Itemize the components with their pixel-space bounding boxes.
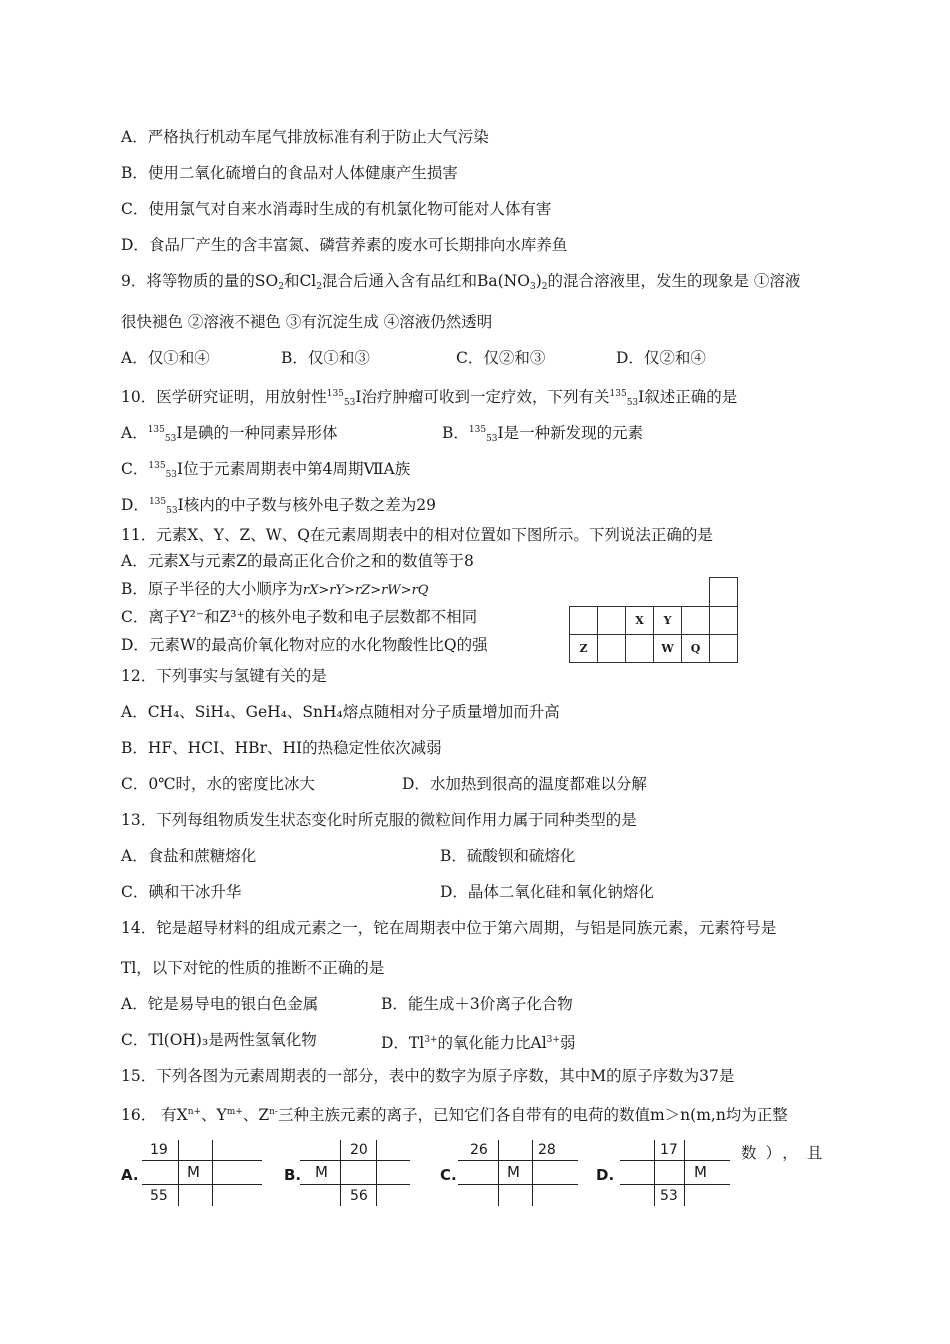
q9-option-a: A．仅①和④ <box>121 349 210 367</box>
atomic-number-bottom: 53 <box>660 1188 678 1204</box>
q14-stem-line2: Tl，以下对铊的性质的推断不正确的是 <box>121 959 385 977</box>
grid-line <box>142 1184 262 1185</box>
grid-line <box>212 1140 213 1206</box>
q14-stem: 14．铊是超导材料的组成元素之一，铊在周期表中位于第六周期，与铝是同族元素，元素符号是 <box>121 919 777 937</box>
grid-cell <box>569 606 598 635</box>
q9-option-b: B．仅①和③ <box>281 349 370 367</box>
q10-stem-part: I叙述正确的是 <box>638 388 738 406</box>
option-text: I核内的中子数与核外电子数之差为29 <box>177 496 436 514</box>
charge: n- <box>269 1107 278 1117</box>
option-text: 的氧化能力比Al <box>437 1034 547 1052</box>
q8-option-c: C．使用氯气对自来水消毒时生成的有机氯化物可能对人体有害 <box>121 200 552 218</box>
q12-option-b: B．HF、HCI、HBr、HI的热稳定性依次减弱 <box>121 739 442 757</box>
subscript: 2 <box>316 282 322 292</box>
element-m: M <box>315 1163 328 1181</box>
element-w: W <box>661 642 674 655</box>
mass-number: 135 <box>147 425 165 435</box>
grid-line <box>458 1184 578 1185</box>
option-text: 弱 <box>559 1034 576 1052</box>
grid-cell <box>681 606 710 635</box>
atomic-number: 53 <box>166 506 178 516</box>
q13-option-b: B．硫酸钡和硫熔化 <box>440 847 576 865</box>
grid-line <box>300 1184 410 1185</box>
q16-stem-part: 、Z <box>242 1106 270 1124</box>
grid-cell-w <box>653 634 682 663</box>
grid-line <box>376 1140 377 1206</box>
q13-option-c: C．碘和干冰升华 <box>121 883 242 901</box>
mass-number: 135 <box>326 389 344 399</box>
q10-option-a <box>121 420 337 449</box>
q15-option-b-grid <box>300 1140 420 1206</box>
q10-option-b <box>442 420 643 449</box>
option-text: D．Tl <box>381 1034 425 1052</box>
q14-option-d <box>381 1030 575 1053</box>
charge: m+ <box>226 1107 243 1117</box>
q8-option-b: B．使用二氧化硫增白的食品对人体健康产生损害 <box>121 164 458 182</box>
element-q: Q <box>690 642 701 655</box>
q16-continuation: 数），且 <box>741 1144 832 1162</box>
atomic-number-top-left: 26 <box>470 1142 488 1158</box>
q16-stem-part: 、Y <box>201 1106 227 1124</box>
q12-option-c: C．0℃时，水的密度比冰大 <box>121 775 316 793</box>
q9-stem-part: ) <box>535 272 542 290</box>
q16-stem-part: 16． 有X <box>121 1106 188 1124</box>
mass-number: 135 <box>148 497 167 507</box>
grid-cell-z <box>569 634 598 663</box>
q10-stem-part: 10．医学研究证明，用放射性 <box>121 388 327 406</box>
grid-line <box>340 1140 341 1206</box>
grid-cell-q <box>681 634 710 663</box>
option-prefix: A． <box>121 424 148 442</box>
element-m: M <box>507 1163 520 1181</box>
grid-cell <box>597 606 626 635</box>
element-y: Y <box>663 614 672 627</box>
q16-stem-part: 三种主族元素的离子，已知它们各自带有的电荷的数值m＞n(m,n均为正整 <box>277 1106 788 1124</box>
element-m: M <box>694 1163 707 1181</box>
q9-option-d: D．仅②和④ <box>616 349 706 367</box>
q15-option-c-grid <box>458 1140 578 1206</box>
q10-stem <box>121 384 737 413</box>
q9-stem-part: 9．将等物质的量的SO <box>121 272 279 290</box>
q15-stem: 15．下列各图为元素周期表的一部分，表中的数字为原子序数，其中M的原子序数为37是 <box>121 1067 735 1085</box>
option-prefix: D． <box>121 496 149 514</box>
q13-stem: 13．下列每组物质发生状态变化时所克服的微粒间作用力属于同种类型的是 <box>121 811 637 829</box>
grid-cell <box>709 634 738 663</box>
q12-option-d: D．水加热到很高的温度都难以分解 <box>402 775 647 793</box>
grid-cell <box>625 634 654 663</box>
grid-line <box>620 1160 730 1161</box>
q9-stem-part: 混合后通入含有品红和Ba(NO <box>322 272 530 290</box>
grid-line <box>620 1184 730 1185</box>
subscript: 2 <box>278 282 284 292</box>
q14-option-a: A．铊是易导电的银白色金属 <box>121 995 319 1013</box>
atomic-number-top: 19 <box>150 1142 168 1158</box>
q9-option-c: C．仅②和③ <box>456 349 546 367</box>
atomic-number-bottom: 56 <box>350 1188 368 1204</box>
atomic-number: 53 <box>486 434 498 444</box>
element-x: X <box>635 614 644 627</box>
q9-stem <box>121 271 800 297</box>
q15-letter-b: B. <box>284 1166 302 1184</box>
subscript: 3 <box>529 282 536 292</box>
grid-line <box>684 1140 685 1206</box>
periodic-table-fragment <box>569 577 741 664</box>
q15-letter-d: D. <box>596 1166 615 1184</box>
q15-letter-a: A. <box>121 1166 139 1184</box>
grid-cell <box>709 606 738 635</box>
radius-formula: rX>rY>rZ>rW>rQ <box>302 583 429 598</box>
q15-option-d-grid <box>620 1140 740 1206</box>
q9-stem-part: 和Cl <box>283 272 317 290</box>
grid-line <box>498 1140 499 1206</box>
grid-line <box>532 1140 533 1206</box>
option-prefix: B． <box>442 424 469 442</box>
q11-option-a: A．元素X与元素Z的最高正化合价之和的数值等于8 <box>121 552 474 570</box>
grid-line <box>654 1140 655 1206</box>
q10-stem-part: I治疗肿瘤可收到一定疗效，下列有关 <box>355 388 610 406</box>
q9-stem-line2: 很快褪色 ②溶液不褪色 ③有沉淀生成 ④溶液仍然透明 <box>121 313 493 331</box>
atomic-number-top: 20 <box>350 1142 368 1158</box>
q16-stem <box>121 1102 788 1125</box>
atomic-number-bottom: 55 <box>150 1188 168 1204</box>
atomic-number: 53 <box>164 434 177 444</box>
grid-cell <box>597 634 626 663</box>
option-text: I位于元素周期表中第4周期ⅦA族 <box>177 460 411 478</box>
q11-stem: 11．元素X、Y、Z、W、Q在元素周期表中的相对位置如下图所示。下列说法正确的是 <box>121 526 713 544</box>
option-text: I是碘的一种同素异形体 <box>176 424 338 442</box>
element-z: Z <box>579 642 588 655</box>
q10-option-d <box>121 492 436 521</box>
charge: 3+ <box>424 1035 438 1045</box>
element-m: M <box>187 1163 200 1181</box>
q11-option-b <box>121 579 428 601</box>
atomic-number-top-right: 28 <box>538 1142 556 1158</box>
q12-stem: 12．下列事实与氢键有关的是 <box>121 667 327 685</box>
grid-line <box>178 1140 179 1206</box>
charge: n+ <box>187 1107 202 1117</box>
q10-option-c <box>121 456 410 485</box>
grid-cell-y <box>653 606 682 635</box>
grid-cell <box>709 577 738 607</box>
q8-option-a: A．严格执行机动车尾气排放标准有利于防止大气污染 <box>121 128 489 146</box>
option-text: I是一种新发现的元素 <box>497 424 644 442</box>
q11-option-d: D．元素W的最高价氧化物对应的水化物酸性比Q的强 <box>121 636 488 654</box>
q8-option-d: D．食品厂产生的含丰富氮、磷营养素的废水可长期排向水库养鱼 <box>121 236 568 254</box>
atomic-number: 53 <box>343 398 356 408</box>
atomic-number-top: 17 <box>660 1142 678 1158</box>
q11-option-c: C．离子Y²⁻和Z³⁺的核外电子数和电子层数都不相同 <box>121 608 478 626</box>
q14-option-c: C．Tl(OH)₃是两性氢氧化物 <box>121 1031 317 1049</box>
grid-line <box>300 1160 410 1161</box>
q12-option-a: A．CH₄、SiH₄、GeH₄、SnH₄熔点随相对分子质量增加而升高 <box>121 703 560 721</box>
mass-number: 135 <box>148 461 166 471</box>
option-prefix: C． <box>121 460 149 478</box>
grid-cell-x <box>625 606 654 635</box>
subscript: 2 <box>541 282 548 292</box>
q13-option-d: D．晶体二氧化硅和氧化钠熔化 <box>440 883 654 901</box>
grid-line <box>142 1160 262 1161</box>
q9-stem-part: 的混合溶液里，发生的现象是 ①溶液 <box>547 272 801 290</box>
q13-option-a: A．食盐和蔗糖熔化 <box>121 847 257 865</box>
atomic-number: 53 <box>165 470 178 480</box>
mass-number: 135 <box>609 389 627 399</box>
charge: 3+ <box>546 1035 560 1045</box>
option-text: B．原子半径的大小顺序为 <box>121 580 303 598</box>
mass-number: 135 <box>468 425 487 435</box>
q14-option-b: B．能生成＋3价离子化合物 <box>381 995 573 1013</box>
q15-letter-c: C. <box>440 1166 457 1184</box>
grid-line <box>458 1160 578 1161</box>
q15-option-a-grid <box>142 1140 262 1206</box>
atomic-number: 53 <box>626 398 639 408</box>
